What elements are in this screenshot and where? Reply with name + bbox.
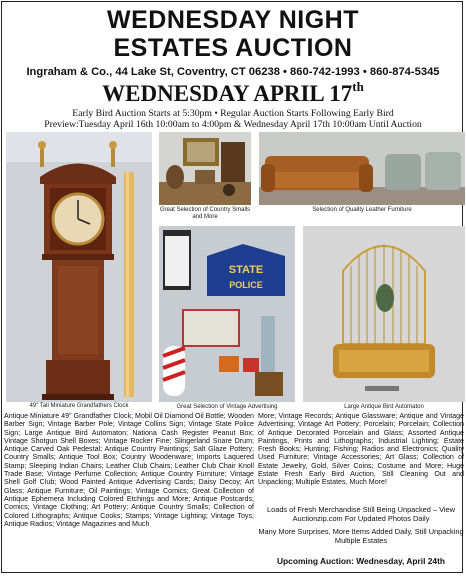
leather-furniture-caption: Selection of Quality Leather Furniture xyxy=(312,207,412,213)
items-list-left: Antique Miniature 49" Grandfather Clock; Mobil Oil Diamond Oil Bottle; Wooden Barber Sign; Vintage Barber Pole; Vintage Collins Sign; Vintage State Police Sign; Large Antique Bird Automaton; Nationa Cash Register Peanut Box; Vintage Shotgun Shell Boxes; Vintage Rocker Fine; Slingerland Snare Drum; Antique Carved Oak Pedestal; Antique Country Paintings; Salt Glaze Pottery; Country Smalls; Antique Tool Box; Country Woodenware; Imports Laquered Stamp; Sleeping Indian Chairs; Leather Club Chairs; Leather Club Chair Knoll Trade Base; Vintage Perfume Collection; Antique Country Furniture; Vintage Shell Golf Club; Wood Painted Antique Advertising Cards; Daisy Decoy; Art Glass; Antique Furniture; Oil Paintings; Vintage Comics; Great Collection of Antique Ephemera Including Colored Etchings and More; Antique Postcards; Comics; Vintage Clothing; Art Pottery; Antique Country Smalls; Collection of Colored Lithographs; Antique Cooks; Stamps; Vintage Lighting; Vintage Toys; Antique Radios; Vintage Magazines and Much xyxy=(4,412,254,528)
fresh-merchandise-note: Loads of Fresh Merchandise Still Being Unpacked – View Auctionzip.com For Updated Photos Daily xyxy=(266,505,456,523)
advertising-illustration xyxy=(159,226,295,402)
advertising-caption: Great Selection of Vintage Advertising xyxy=(176,404,278,410)
preview-line: Preview:Tuesday April 16th 10:00am to 4:00pm & Wednesday April 17th 10:00am Until Auction xyxy=(44,119,422,130)
title-line-2: ESTATES AUCTION xyxy=(113,34,353,62)
early-bird-line: Early Bird Auction Starts at 5:30pm • Regular Auction Starts Following Early Bird xyxy=(72,108,394,119)
items-list-right: More; Vintage Records; Antique Glassware; Antique and Vintage Advertising; Vintage Art Pottery; Porcelain; Porcelain; Collection of Antique Decorated Porcelain and Glass; Assorted Antique Paintings, Prints and Lithographs; Industrial Lighting; Estate Fresh Books; Hunting; Fishing; Radios and Electronics; Quality Used Furniture; Vintage Accessories; Art Glass; Collection of Estate Jewelry, Gold, Silver Coins; Costume and More; Huge Estate Fresh Early Bird Auction, Still Cleaning Out and Unpacking; Multiple Estates, Much More! xyxy=(258,412,464,487)
clock-caption: 49" Tall Miniature Grandfathers Clock xyxy=(29,403,129,409)
country-smalls-caption: Great Selection of Country Smalls and More xyxy=(159,207,251,220)
police-sign-text-1: STATE xyxy=(228,264,264,276)
auction-date-main: WEDNESDAY APRIL 17 xyxy=(102,81,353,106)
leather-furniture-photo xyxy=(259,132,465,205)
country-smalls-photo xyxy=(159,132,251,205)
title-line-1: WEDNESDAY NIGHT xyxy=(107,6,359,34)
bird-automaton-caption: Large Antique Bird Automaton xyxy=(344,404,424,410)
bird-automaton-photo xyxy=(303,226,465,402)
auction-date xyxy=(0,81,466,107)
advertising-photo xyxy=(159,226,295,402)
police-sign-text-2: POLICE xyxy=(229,280,263,290)
upcoming-auction: Upcoming Auction: Wednesday, April 24th xyxy=(277,556,445,566)
surprises-note: Many More Surprises, More Items Added Daily, Still Unpacking Multiple Estates xyxy=(258,527,464,545)
auction-date-suffix: th xyxy=(352,79,364,94)
clock-illustration xyxy=(6,132,152,402)
bird-automaton-illustration xyxy=(303,226,465,402)
clock-photo xyxy=(6,132,152,402)
address-line: Ingraham & Co., 44 Lake St, Coventry, CT 06238 • 860-742-1993 • 860-874-5345 xyxy=(26,66,440,78)
leather-furniture-illustration xyxy=(259,132,465,205)
country-smalls-illustration xyxy=(159,132,251,205)
